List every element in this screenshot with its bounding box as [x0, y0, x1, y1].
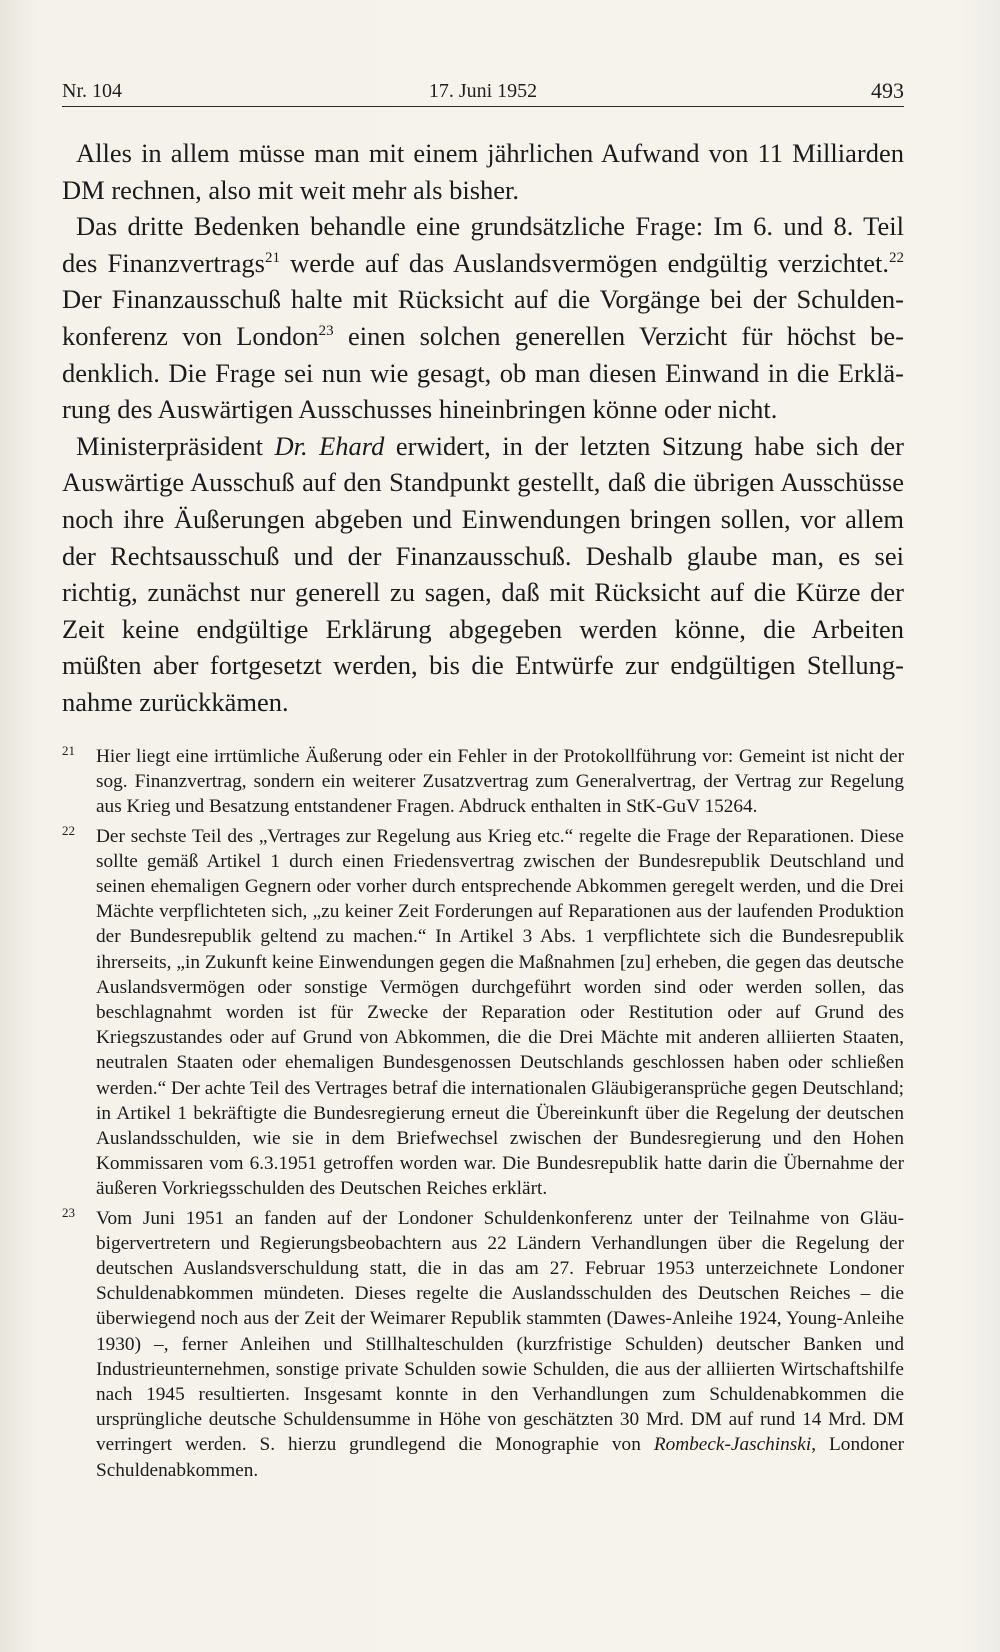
footnotes	[62, 744, 904, 1487]
footnote-23	[62, 1206, 904, 1483]
footnote-author: Rombeck-Jaschinski	[653, 1434, 812, 1456]
footnote-text-end: , Londoner Schuldenabkommen.	[96, 1434, 904, 1481]
paragraph-2: Das dritte Bedenken behandle eine grundsätzliche Frage: Im 6. und 8. Teil des Finanzvertrags$^{21}$ werde auf das Auslandsvermögen endgültig verzichtet.$^{22}$ Der Finanzausschuß halte mit Rücksicht auf die Vorgänge bei der Schuldenkonferenz von London$^{23}$ einen solchen generellen Verzicht für höchst bedenklich. Die Frage sei nun wie gesagt, ob man diesen Einwand in die Erklärung des Auswärtigen Ausschusses hineinbringen könne oder nicht.	[62, 211, 904, 425]
footnote-ref-21[interactable]: 21	[264, 249, 280, 266]
main-text	[62, 135, 904, 721]
footnote-number: 22	[62, 822, 75, 838]
page-number: 493	[871, 78, 904, 103]
footnote-21	[62, 744, 904, 820]
footnote-number: 21	[62, 743, 75, 758]
document-date: 17. Juni 1952	[428, 80, 538, 102]
footnote-22	[62, 824, 904, 1202]
footnote-text: Der sechste Teil des „Vertrages zur Regelung aus Krieg etc.“ regelte die Frage der Reparationen. Diese sollte gemäß Artikel 1 durch einen Friedensvertrag zwischen der Bundesrepublik Deutschland und seinen ehemaligen Gegnern oder vorher durch entsprechende Abkommen geregelt werden, und die Drei Mächte verpflichteten sich, „zu keiner Zeit Forderungen auf Reparationen aus der laufenden Produktion der Bundesrepublik geltend zu machen.“ In Artikel 3 Abs. 1 verpflichtete sich die Bundesrepublik ihrerseits, „in Zukunft keine Einwendungen gegen die Maßnahmen [zu] erheben, die gegen das deutsche Auslandsvermögen oder sonstige Vermögen durchgeführt worden sind oder werden sollen, das beschlagnahmt worden ist für Zwecke der Reparation oder Restitution oder auf Grund des Kriegszustandes oder auf Grund von Abkommen, die die Drei Mächte mit anderen alliierten Staaten, neutralen Staaten oder ehemaligen Bundesgenossen Deutschlands geschlossen haben oder schließen werden.“ Der achte Teil des Vertrages betraf die internationalen Gläubigeransprüche gegen Deutschland; in Artikel 1 bekräftigte die Bundesregierung erneut die Übereinkunft über die Regelung der deutschen Auslandsschulden, wie sie in dem Briefwechsel zwischen der Bundesregierung und den Hohen Kommissaren vom 6.3.1951 getroffen worden war. Die Bundesrepublik hatte darin die Übernahme der äußeren Vorkriegsschulden des Deutschen Reiches erklärt.	[96, 825, 904, 1200]
paragraph-3: Ministerpräsident Dr. Ehard erwidert, in der letzten Sitzung habe sich der Auswärtige Ausschuß auf den Standpunkt gestellt, daß die übrigen Ausschüsse noch ihre Äußerungen abgeben und Einwendungen bringen sollen, vor allem der Rechtsausschuß und der Finanzausschuß. Deshalb glaube man, es sei richtig, zunächst nur generell zu sagen, daß mit Rücksicht auf die Kürze der Zeit keine endgültige Erklärung abgegeben werden könne, die Arbeiten müßten aber fortgesetzt werden, bis die Entwürfe zur endgültigen Stellungnahme zurückkämen.	[62, 430, 904, 717]
footnote-ref-23[interactable]: 23	[318, 323, 334, 340]
footnote-ref-22[interactable]: 22	[889, 249, 904, 266]
paragraph-1: Alles in allem müsse man mit einem jährlichen Aufwand von 11 Milliarden DM rechnen, also mit weit mehr als bisher.	[62, 138, 904, 205]
document-number: Nr. 104	[62, 80, 122, 102]
footnote-text: Hier liegt eine irrtümliche Äußerung oder ein Fehler in der Protokollführung vor: Gemeint ist nicht der sog. Finanzvertrag, sondern ein weiterer Zusatzvertrag zum Generalvertrag, der Vertrag zur Regelung aus Krieg und Besatzung entstandener Fragen. Abdruck enthalten in StK-GuV 15264.	[96, 746, 904, 818]
footnote-text: Vom Juni 1951 an fanden auf der Londoner Schuldenkonferenz unter der Teilnahme von Gläubigervertretern und Regierungsbeobachtern aus 22 Ländern Verhandlungen über die Regelung der deutschen Auslandsverschuldung statt, die in das am 27. Februar 1953 unterzeichnete Londoner Schuldenabkommen mündeten. Dieses regelte die Auslandsschulden des Deutschen Reiches – die überwiegend noch aus der Zeit der Weimarer Republik stammten (Dawes-Anleihe 1924, Young-Anleihe 1930) –, ferner Anleihen und Stillhalteschulden (kurzfristige Schulden) deutscher Banken und Industrieunternehmen, sonstige private Schulden sowie Schulden, die aus der alliierten Wirtschaftshilfe nach 1945 resultierten. Insgesamt konnte in den Verhandlungen zum Schuldenabkommen die ursprüngliche deutsche Schuldensumme in Höhe von geschätzten 30 Mrd. DM auf rund 14 Mrd. DM verringert werden. S. hierzu grundlegend die Monographie von	[96, 1207, 904, 1456]
speaker-name: Dr. Ehard	[274, 430, 385, 461]
page-header	[62, 76, 904, 107]
footnote-number: 23	[62, 1204, 75, 1220]
